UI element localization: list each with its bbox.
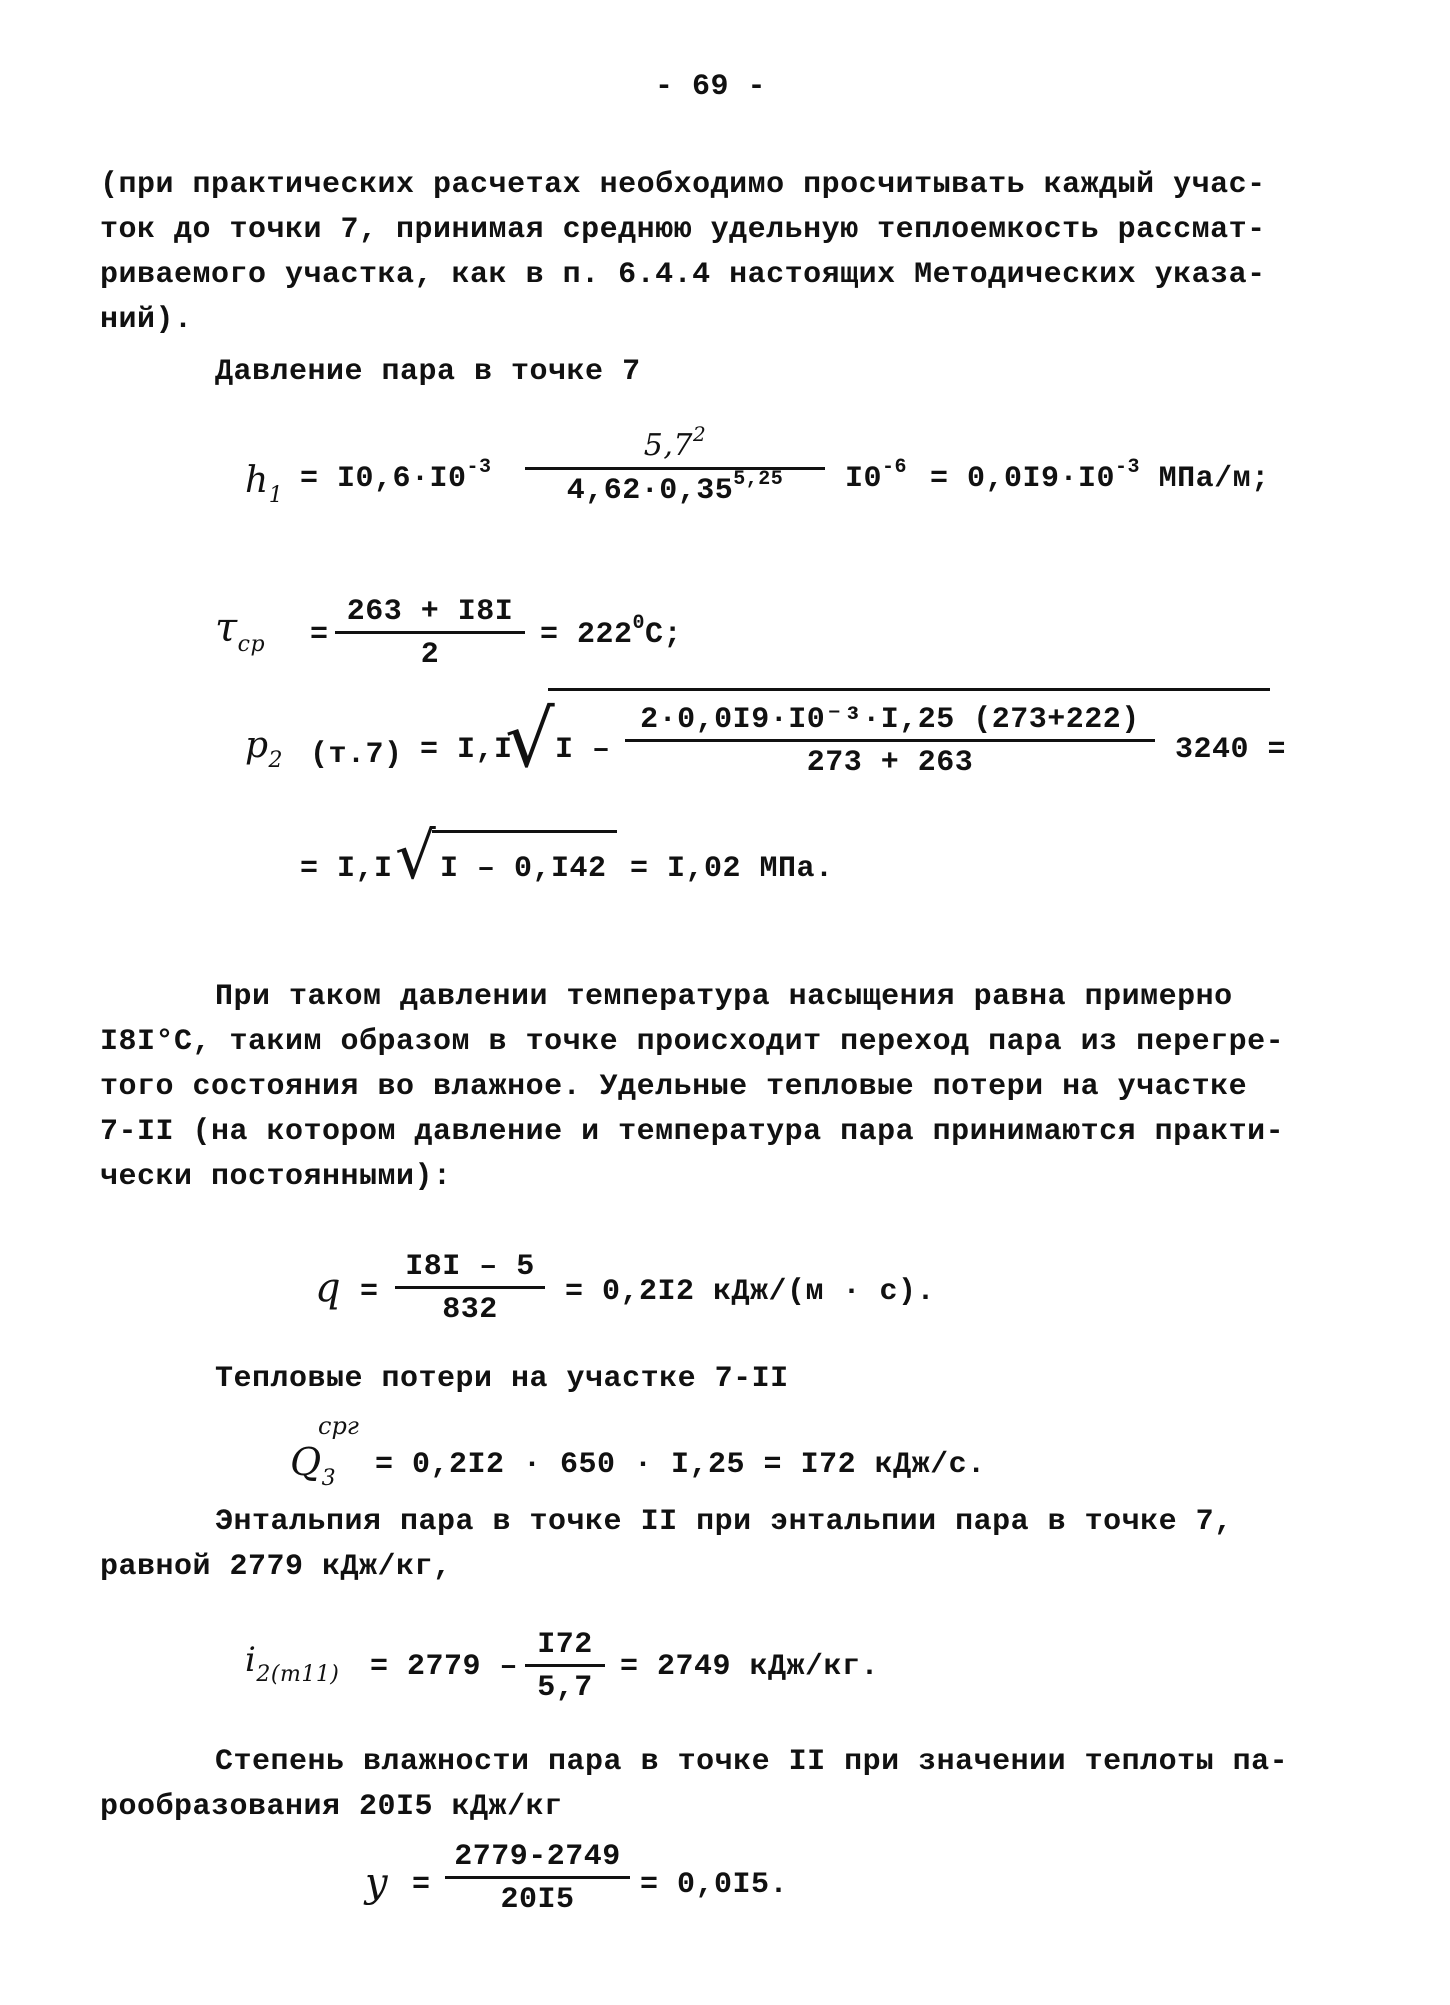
wetness-line-1: Степень влажности пара в точке II при значении теплоты па- [215,1745,1289,1779]
sqrt-icon: √ [505,695,555,785]
intro-line-2: ток до точки 7, принимая среднюю удельную теплоемкость рассмат- [100,213,1266,247]
para2-line-5: чески постоянными): [100,1160,452,1194]
eq-i-lhs-sub: 2(т11) [256,1662,340,1687]
pressure-intro: Давление пара в точке 7 [215,355,641,389]
eq-tau-result-sup: 0 [632,612,646,635]
eq-q-fraction [395,1250,545,1327]
eq-h-result: = 0,0I9·I0 [930,462,1116,496]
eq-tau-result: = 222 [540,618,633,652]
eq-h-den-exp: 5,25 [733,468,784,491]
eq-h-coef: = I0,6·I0 [300,462,467,496]
eq-q-result: = 0,2I2 кДж/(м · с). [565,1275,936,1309]
eq-Q-expr: = 0,2I2 · 650 · I,25 = I72 кДж/с. [375,1448,986,1482]
eq-h-coef-exp: -3 [466,456,492,479]
eq-p-coef: = I,I [420,733,513,767]
para2-line-1: При таком давлении температура насыщения равна примерно [215,980,1233,1014]
eq-y-lhs: y [365,1860,389,1906]
eq-p-num: 2·0,0I9·I0⁻³·I,25 (273+222) [625,700,1155,742]
eq-tau-num: 263 + I8I [335,595,525,634]
losses-intro: Тепловые потери на участке 7-II [215,1362,789,1396]
enthalpy-line-2: равной 2779 кДж/кг, [100,1550,452,1584]
eq-p-lhs-note: (т.7) [310,738,403,772]
eq-i-lead: = 2779 – [370,1650,519,1684]
eq-h-mult-exp: -6 [882,456,908,479]
enthalpy-line-1: Энтальпия пара в точке II при энтальпии пара в точке 7, [215,1505,1233,1539]
eq-Q-lhs-sup: срг [318,1412,359,1440]
eq-p-line2-coef: = I,I [300,852,393,886]
eq-i-lhs: i [245,1640,257,1680]
eq-tau-fraction [335,595,525,672]
para2-line-4: 7-II (на котором давление и температура пара принимаются практи- [100,1115,1285,1149]
eq-h-fraction [525,422,825,508]
eq-i-num: I72 [525,1628,605,1667]
eq-tau-lhs: τ [215,605,238,651]
eq-h-lhs-sub: 1 [268,483,284,508]
eq-y-result: = 0,0I5. [640,1868,789,1902]
eq-h-den: 4,62·0,35 [566,474,734,508]
document-page: - 69 - (при практических расчетах необходимо просчитывать каждый учас- ток до точки 7, принимая среднюю удельную теплоемкость рассмат- риваемого участка, как в п. 6.4.4 настоящих Методических указа- ний). Давление пара в точке 7 $h_1$ = $I0,6\cdot I0^{-3}$ $\frac{5,7^2}{4,62\cdot 0,35^{5,25}}$ $I0^{-6}$ = $0,0I9\cdot I0^{-3}$ МПа/м; $\tau_{ср}$ = $\frac{263 + I8I}{2}$ = $222^0С$; $p_2$ (т.7) = I,I √ I – $\frac{\text{2·0,0I9·I0⁻³·I,25 (273+222)}}{273 + 263}$ 3240 = = I,I √ I – 0,I42 = I,02 МПа. При таком давлении температура насыщения равна примерно I8I°С, таким образом в точке происходит переход пара из перегре- того состояния во влажное. Удельные тепловые потери на участке 7-II (на котором давление и температура пара принимаются практи- чески постоянными): q = $\frac{I8I - 5}{832}$ = 0,2I2 кДж/(м · с). Тепловые потери на участке 7-II $Q_3$ срг = 0,2I2 · 650 · I,25 = I72 кДж/с. Энтальпия пара в точке II при энтальпии пара в точке 7, равной 2779 кДж/кг, $i_{2(т11)}$ = 2779 – $\frac{I72}{5,7}$ = 2749 кДж/кг. Степень влажности пара в точке II при значении теплоты па- рообразования 20I5 кДж/кг y = $\frac{2779-2749}{20I5}$ = 0,0I5. [100,70,1289,1917]
eq-h-lhs: h [245,460,269,501]
intro-line-3: риваемого участка, как в п. 6.4.4 настоящих Методических указа- [100,258,1266,292]
eq-tau-den: 2 [420,638,440,672]
eq-p-lhs-sub: 2 [268,748,284,773]
eq-p-line2-sqrt: I – 0,I42 [440,852,607,886]
eq-p-lhs: p [245,725,269,766]
eq-q-num: I8I – 5 [395,1250,545,1289]
eq-h-result-exp: -3 [1115,456,1141,479]
sqrt-bar-2 [432,830,617,833]
para2-line-2: I8I°С, таким образом в точке происходит переход пара из перегре- [100,1025,1285,1059]
eq-h-mult: I0 [845,462,883,496]
eq-y-fraction [445,1840,630,1917]
intro-line-4: ний). [100,303,193,337]
wetness-line-2: рообразования 20I5 кДж/кг [100,1790,563,1824]
eq-i-result: = 2749 кДж/кг. [620,1650,880,1684]
eq-h-num: 5,7 [643,428,693,463]
eq-p-sqrt-lead: I – [555,733,611,767]
eq-i-fraction [525,1628,605,1705]
sqrt-icon-2: √ [395,820,436,894]
eq-tau-lhs-sub: ср [237,632,266,657]
eq-y-den: 20I5 [500,1883,575,1917]
para2-line-3: того состояния во влажное. Удельные тепловые потери на участке [100,1070,1248,1104]
eq-h-unit: МПа/м; [1158,462,1270,496]
eq-q-lhs: q [315,1265,342,1311]
eq-y-num: 2779-2749 [445,1840,630,1879]
eq-Q-lhs: Q [290,1440,322,1484]
eq-p-den: 273 + 263 [806,746,974,780]
eq-tau-unit: С; [645,618,683,652]
eq-h-num-exp: 2 [692,422,707,446]
eq-q-den: 832 [442,1293,498,1327]
intro-line-1: (при практических расчетах необходимо просчитывать каждый учас- [100,168,1266,202]
eq-Q-lhs-sub: 3 [321,1466,337,1491]
eq-p-fraction [625,700,1155,780]
sqrt-bar [548,688,1270,691]
eq-p-tail: 3240 = [1175,733,1287,767]
page-number: - 69 - [655,70,767,104]
eq-i-den: 5,7 [537,1671,593,1705]
eq-p-line2-result: = I,02 МПа. [630,852,834,886]
